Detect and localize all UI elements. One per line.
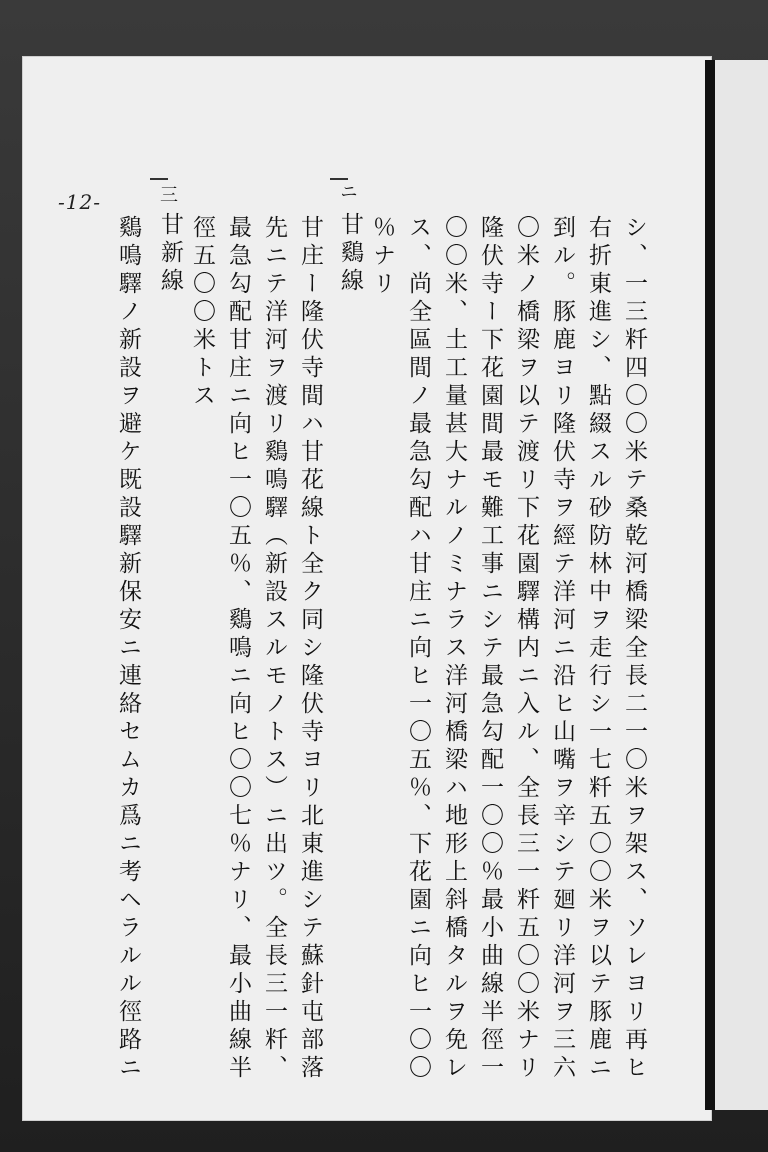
section-b-title: 甘鷄線 — [337, 212, 363, 296]
section-b-column-4: 徑五〇〇米トス — [189, 215, 215, 411]
section-c-marker: 三 — [157, 185, 178, 208]
section-b-column-3: 最急勾配甘庄ニ向ヒ一〇五％、鷄鳴ニ向ヒ〇〇七％ナリ、最小曲線半 — [225, 215, 251, 1083]
page-number: -12- — [58, 190, 101, 214]
adjacent-page-edge — [715, 60, 768, 1110]
text-column-6: 〇〇米、土工量甚大ナルノミナラス洋河橋梁ハ地形上斜橋タルヲ免レ — [441, 215, 467, 1083]
text-column-8: ％ナリ — [369, 215, 395, 299]
text-column-4: 〇米ノ橋梁ヲ以テ渡リ下花園驛構内ニ入ル、全長三一粁五〇〇米ナリ — [513, 215, 539, 1083]
text-column-3: 到ル。豚鹿ヨリ隆伏寺ヲ經テ洋河ニ沿ヒ山嘴ヲ辛シテ廻リ洋河ヲ三六 — [549, 215, 575, 1083]
section-c-column-1: 鷄鳴驛ノ新設ヲ避ケ既設驛新保安ニ連絡セムカ爲ニ考ヘラルル徑路ニ — [115, 215, 141, 1083]
text-column-1: シ、一三粁四〇〇米テ桑乾河橋梁全長二一〇米ヲ架ス、ソレヨリ再ヒ — [621, 215, 647, 1083]
text-column-2: 右折東進シ、點綴スル砂防林中ヲ走行シ一七粁五〇〇米ヲ以テ豚鹿ニ — [585, 215, 611, 1083]
section-marker-rule — [150, 178, 168, 180]
section-b-column-2: 先ニテ洋河ヲ渡リ鷄鳴驛（新設スルモノトス）ニ出ツ。全長三一粁、 — [261, 215, 287, 1083]
section-marker-rule — [330, 178, 348, 180]
text-column-7: ス、尚全區間ノ最急勾配ハ甘庄ニ向ヒ一〇五％、下花園ニ向ヒ一〇〇 — [405, 215, 431, 1083]
section-c-title: 甘新線 — [157, 212, 183, 296]
section-b-marker: ニ — [337, 182, 358, 205]
book-spine — [705, 60, 715, 1110]
text-column-5: 隆伏寺ー下花園間最モ難工事ニシテ最急勾配一〇〇％最小曲線半徑一 — [477, 215, 503, 1083]
section-b-column-1: 甘庄ー隆伏寺間ハ甘花線ト全ク同シ隆伏寺ヨリ北東進シテ蘇針屯部落 — [297, 215, 323, 1083]
